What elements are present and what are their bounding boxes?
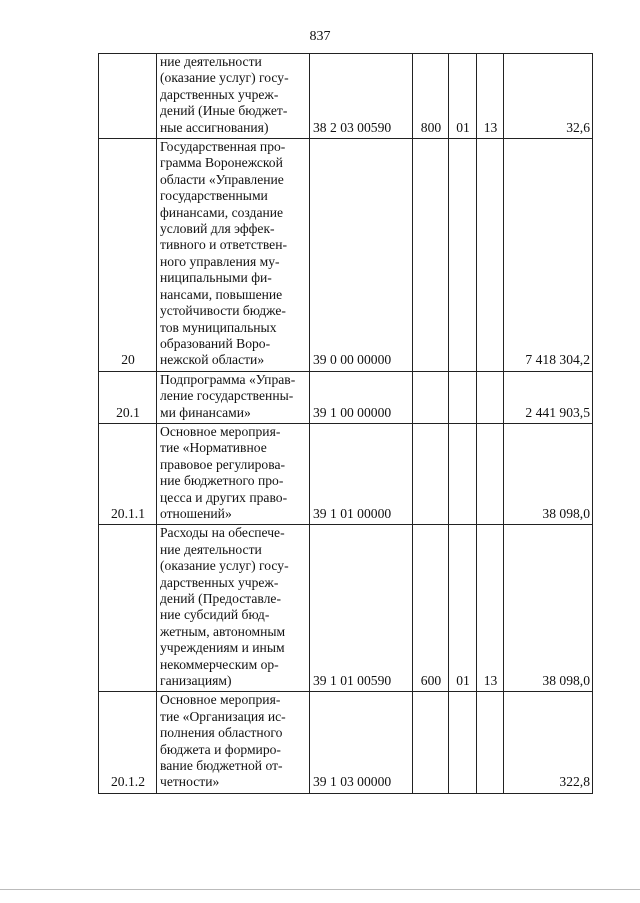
row-target-code: 39 1 03 00000: [310, 692, 413, 793]
row-section: [449, 692, 477, 793]
row-section: [449, 139, 477, 372]
row-section: [449, 371, 477, 423]
row-number: 20.1: [99, 371, 157, 423]
row-description: Государственная про- грамма Воронежской области «Управление государственными финансами, создание условий для эффек- тивного и ответствен- ного управления му- ниципальными фи- нансами, повышение устойчивости бюдже- тов муниципальных образований Воро- нежской области»: [157, 139, 310, 372]
row-subsection: [477, 423, 504, 524]
row-section: [449, 423, 477, 524]
row-number: 20: [99, 139, 157, 372]
table-row: [99, 139, 593, 372]
row-number: [99, 54, 157, 139]
page-number: 837: [309, 29, 331, 44]
table-row: [99, 525, 593, 692]
table-row: [99, 423, 593, 524]
row-expense-type: 600: [413, 525, 449, 692]
row-amount: 32,6: [504, 54, 593, 139]
row-number: [99, 525, 157, 692]
row-description: Основное мероприя- тие «Нормативное правовое регулирова- ние бюджетного про- цесса и других право- отношений»: [157, 423, 310, 524]
row-number: 20.1.1: [99, 423, 157, 524]
row-number: 20.1.2: [99, 692, 157, 793]
row-subsection: [477, 371, 504, 423]
row-amount: 2 441 903,5: [504, 371, 593, 423]
table-row: [99, 692, 593, 793]
budget-table: [98, 53, 593, 794]
row-subsection: [477, 139, 504, 372]
row-target-code: 39 0 00 00000: [310, 139, 413, 372]
row-amount: 7 418 304,2: [504, 139, 593, 372]
row-expense-type: [413, 692, 449, 793]
page-bottom-rule: [0, 889, 640, 890]
row-description: Основное мероприя- тие «Организация ис- полнения областного бюджета и формиро- вание бюджетной от- четности»: [157, 692, 310, 793]
row-expense-type: 800: [413, 54, 449, 139]
row-expense-type: [413, 139, 449, 372]
row-expense-type: [413, 371, 449, 423]
row-subsection: [477, 692, 504, 793]
row-description: ние деятельности (оказание услуг) госу- дарственных учреж- дений (Иные бюджет- ные ассигнования): [157, 54, 310, 139]
row-section: 01: [449, 54, 477, 139]
row-target-code: 39 1 00 00000: [310, 371, 413, 423]
row-amount: 322,8: [504, 692, 593, 793]
row-subsection: 13: [477, 54, 504, 139]
table-row: [99, 54, 593, 139]
row-amount: 38 098,0: [504, 525, 593, 692]
row-target-code: 39 1 01 00000: [310, 423, 413, 524]
row-section: 01: [449, 525, 477, 692]
table-row: [99, 371, 593, 423]
row-description: Подпрограмма «Управ- ление государственны- ми финансами»: [157, 371, 310, 423]
row-description: Расходы на обеспече- ние деятельности (оказание услуг) госу- дарственных учреж- дений (Предоставле- ние субсидий бюд- жетным, автономным учреждениям и иным некоммерческим ор- ганизациям): [157, 525, 310, 692]
row-expense-type: [413, 423, 449, 524]
row-target-code: 38 2 03 00590: [310, 54, 413, 139]
row-amount: 38 098,0: [504, 423, 593, 524]
row-target-code: 39 1 01 00590: [310, 525, 413, 692]
row-subsection: 13: [477, 525, 504, 692]
